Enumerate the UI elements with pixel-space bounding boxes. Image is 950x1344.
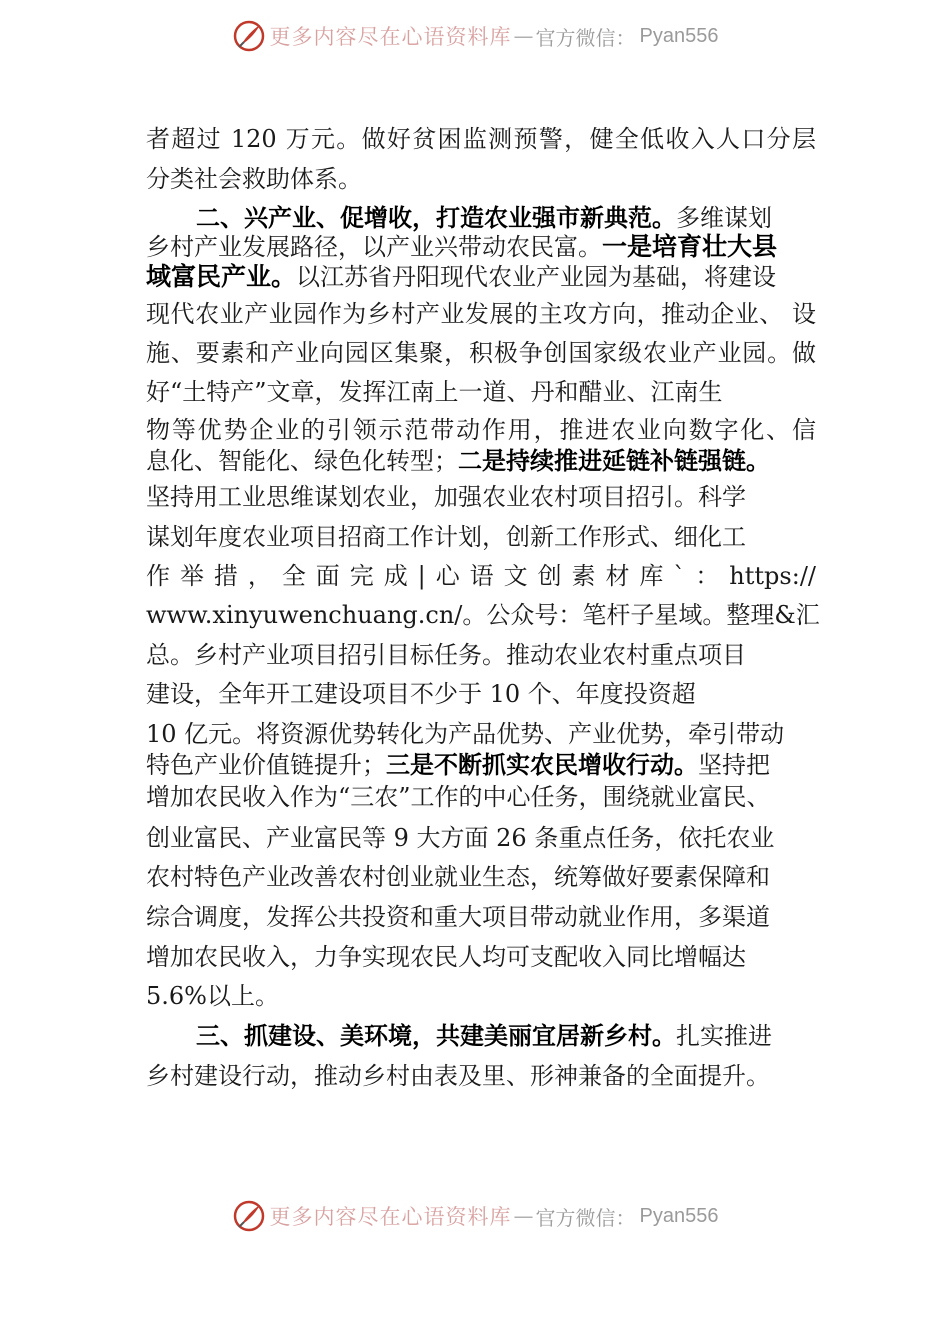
- bold-run: 二是持续推进延链补链强链。: [458, 447, 770, 475]
- header-banner: [0, 16, 950, 56]
- text-line: 分类社会救助体系。: [146, 165, 362, 193]
- footer-dash: —: [513, 1204, 534, 1228]
- footer-banner: [0, 1196, 950, 1236]
- header-wechat-label: 官方微信：: [535, 25, 636, 50]
- text-line: 综合调度，发挥公共投资和重大项目带动就业作用，多渠道: [146, 903, 770, 931]
- text-run: 多维谋划: [676, 204, 772, 232]
- text-line: www.xinyuwenchuang.cn/。公众号：笔杆子星域。整理&汇: [146, 601, 820, 629]
- text-line: 作举措，全面完成|心语文创素材库`：https://: [146, 562, 816, 590]
- text-run: 特色产业价值链提升；: [146, 751, 386, 779]
- text-line: 增加农民收入，力争实现农民人均可支配收入同比增幅达: [146, 943, 746, 971]
- section-heading-line: [146, 203, 772, 233]
- text-line: 好“土特产”文章，发挥江南上一道、丹和醋业、江南生: [146, 378, 723, 406]
- header-brand: 更多内容尽在心语资料库: [269, 25, 512, 49]
- text-line: 现代农业产业园作为乡村产业发展的主攻方向，推动企业、 设: [146, 300, 816, 328]
- text-run: 以江苏省丹阳现代农业产业园为基础，将建设: [296, 263, 777, 291]
- text-line: 增加农民收入作为“三农”工作的中心任务，围绕就业富民、: [146, 783, 771, 811]
- text-line: 谋划年度农业项目招商工作计划，创新工作形式、细化工: [146, 523, 746, 551]
- header-wechat-id: Pyan556: [639, 24, 719, 47]
- bold-run: 一是培育壮大县: [602, 232, 778, 261]
- text-line: 建设，全年开工建设项目不少于 10 个、年度投资超: [146, 680, 696, 708]
- footer-wechat-label: 官方微信：: [535, 1205, 636, 1230]
- text-run: 坚持把: [698, 751, 770, 779]
- feather-pen-logo-icon: [232, 1199, 266, 1233]
- text-line: 坚持用工业思维谋划农业，加强农业农村项目招引。科学: [146, 483, 746, 511]
- text-run: 扎实推进: [676, 1022, 772, 1050]
- text-line: 10 亿元。将资源优势转化为产品优势、产业优势，牵引带动: [146, 720, 785, 748]
- text-line: 者超过 120 万元。做好贫困监测预警，健全低收入人口分层: [146, 125, 816, 153]
- section-heading: 三、抓建设、美环境，共建美丽宜居新乡村。: [196, 1022, 676, 1050]
- text-line: [146, 232, 777, 262]
- text-run: 乡村产业发展路径，以产业兴带动农民富。: [146, 233, 602, 261]
- feather-pen-logo-icon: [232, 19, 266, 53]
- text-line: [146, 750, 770, 780]
- text-line: 农村特色产业改善农村创业就业生态，统筹做好要素保障和: [146, 863, 770, 891]
- text-line: 施、要素和产业向园区集聚，积极争创国家级农业产业园。做: [146, 339, 816, 367]
- text-line: 总。乡村产业项目招引目标任务。推动农业农村重点项目: [146, 641, 746, 669]
- text-line: 5.6%以上。: [146, 982, 279, 1010]
- header-dash: —: [513, 24, 534, 48]
- bold-run: 域富民产业。: [146, 262, 297, 291]
- section-heading: 二、兴产业、促增收，打造农业强市新典范。: [196, 204, 676, 232]
- text-line: 物等优势企业的引领示范带动作用，推进农业向数字化、信: [146, 416, 816, 444]
- text-line: 创业富民、产业富民等 9 大方面 26 条重点任务，依托农业: [146, 824, 775, 852]
- footer-brand: 更多内容尽在心语资料库: [269, 1205, 512, 1229]
- footer-wechat-id: Pyan556: [639, 1204, 719, 1227]
- section-heading-line: [146, 1021, 772, 1051]
- text-line: [146, 262, 776, 292]
- text-run: 息化、智能化、绿色化转型；: [146, 447, 458, 475]
- text-line: 乡村建设行动，推动乡村由表及里、形神兼备的全面提升。: [146, 1062, 770, 1090]
- text-line: [146, 446, 770, 476]
- bold-run: 三是不断抓实农民增收行动。: [386, 751, 698, 779]
